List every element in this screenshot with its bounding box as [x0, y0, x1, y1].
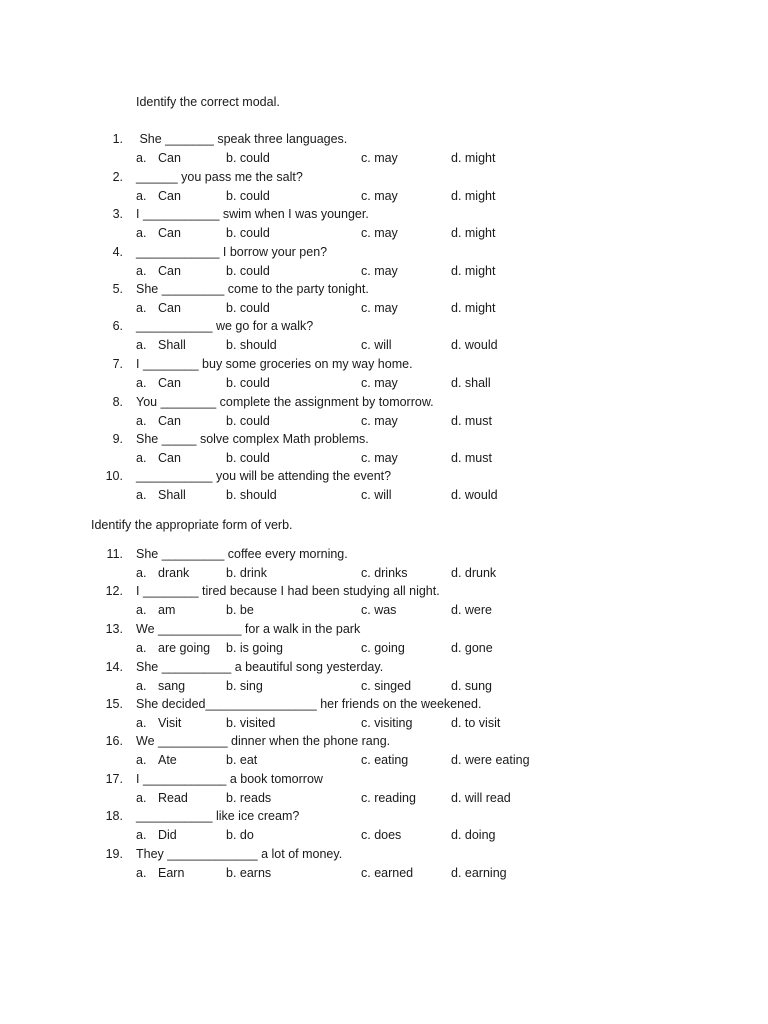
option-letter-a: a.: [136, 488, 147, 502]
option-b: b. sing: [226, 679, 263, 693]
option-a: Read: [158, 791, 188, 805]
option-letter-a: a.: [136, 189, 147, 203]
question-number: 10.: [105, 469, 123, 483]
question-text: She _______ speak three languages.: [136, 132, 348, 146]
option-b: b. could: [226, 451, 270, 465]
question-number: 6.: [112, 319, 123, 333]
option-c: c. going: [361, 641, 405, 655]
option-letter-a: a.: [136, 716, 147, 730]
option-b: b. could: [226, 376, 270, 390]
option-a: Can: [158, 264, 181, 278]
question-text: I ____________ a book tomorrow: [136, 772, 323, 786]
option-c: c. earned: [361, 866, 414, 880]
option-letter-a: a.: [136, 151, 147, 165]
option-a: Can: [158, 376, 181, 390]
option-letter-a: a.: [136, 866, 147, 880]
section-1-title: Identify the correct modal.: [136, 95, 280, 109]
option-letter-a: a.: [136, 376, 147, 390]
option-a: am: [158, 603, 176, 617]
question-number: 16.: [105, 734, 123, 748]
option-b: b. could: [226, 226, 270, 240]
option-b: b. is going: [226, 641, 283, 655]
question-text: I ________ tired because I had been studying all night.: [136, 584, 440, 598]
option-c: c. singed: [361, 679, 412, 693]
option-b: b. do: [226, 828, 254, 842]
question-number: 17.: [105, 772, 123, 786]
option-letter-a: a.: [136, 566, 147, 580]
option-c: c. may: [361, 376, 398, 390]
option-d: d. might: [451, 301, 496, 315]
question-number: 11.: [106, 547, 123, 561]
option-a: Shall: [158, 488, 186, 502]
option-b: b. could: [226, 301, 270, 315]
option-c: c. reading: [361, 791, 416, 805]
option-a: Can: [158, 414, 181, 428]
option-d: d. to visit: [451, 716, 501, 730]
option-c: c. may: [361, 301, 398, 315]
option-letter-a: a.: [136, 226, 147, 240]
option-d: d. earning: [451, 866, 507, 880]
question-text: I ________ buy some groceries on my way home.: [136, 357, 413, 371]
option-a: Earn: [158, 866, 185, 880]
option-letter-a: a.: [136, 451, 147, 465]
option-c: c. may: [361, 189, 398, 203]
option-b: b. reads: [226, 791, 272, 805]
option-b: b. drink: [226, 566, 267, 580]
option-d: d. would: [451, 338, 498, 352]
question-text: I ___________ swim when I was younger.: [136, 207, 369, 221]
option-letter-a: a.: [136, 301, 147, 315]
question-text: ______ you pass me the salt?: [136, 170, 303, 184]
option-d: d. might: [451, 264, 496, 278]
option-d: d. were eating: [451, 753, 530, 767]
option-a: Can: [158, 301, 181, 315]
option-b: b. be: [226, 603, 254, 617]
question-text: She __________ a beautiful song yesterday.: [136, 660, 384, 674]
option-a: Can: [158, 151, 181, 165]
question-number: 12.: [105, 584, 123, 598]
option-d: d. sung: [451, 679, 493, 693]
question-text: She _________ come to the party tonight.: [136, 282, 369, 296]
option-letter-a: a.: [136, 338, 147, 352]
option-letter-a: a.: [136, 828, 147, 842]
option-b: b. should: [226, 488, 277, 502]
option-a: drank: [158, 566, 190, 580]
option-c: c. was: [361, 603, 397, 617]
option-letter-a: a.: [136, 603, 147, 617]
option-c: c. may: [361, 151, 398, 165]
option-c: c. may: [361, 264, 398, 278]
option-a: are going: [158, 641, 211, 655]
question-number: 3.: [112, 207, 123, 221]
question-number: 18.: [105, 809, 123, 823]
section-2-title: Identify the appropriate form of verb.: [91, 518, 293, 532]
option-d: d. must: [451, 451, 492, 465]
option-b: b. could: [226, 189, 270, 203]
question-text: ____________ I borrow your pen?: [136, 245, 328, 259]
option-a: sang: [158, 679, 186, 693]
question-number: 14.: [105, 660, 123, 674]
option-d: d. gone: [451, 641, 493, 655]
question-number: 1.: [112, 132, 123, 146]
option-d: d. might: [451, 226, 496, 240]
option-d: d. might: [451, 189, 496, 203]
question-text: You ________ complete the assignment by tomorrow.: [136, 395, 434, 409]
option-letter-a: a.: [136, 679, 147, 693]
question-text: She decided________________ her friends on the weekened.: [136, 697, 482, 711]
option-c: c. will: [361, 488, 392, 502]
question-number: 15.: [105, 697, 123, 711]
option-d: d. must: [451, 414, 492, 428]
option-a: Shall: [158, 338, 186, 352]
option-a: Can: [158, 189, 181, 203]
option-c: c. may: [361, 226, 398, 240]
option-a: Visit: [158, 716, 182, 730]
option-c: c. drinks: [361, 566, 408, 580]
option-a: Can: [158, 226, 181, 240]
option-d: d. will read: [451, 791, 511, 805]
option-d: d. doing: [451, 828, 496, 842]
option-b: b. visited: [226, 716, 276, 730]
option-d: d. would: [451, 488, 498, 502]
option-c: c. may: [361, 451, 398, 465]
option-letter-a: a.: [136, 791, 147, 805]
option-d: d. shall: [451, 376, 491, 390]
question-text: They _____________ a lot of money.: [136, 847, 343, 861]
option-b: b. earns: [226, 866, 272, 880]
question-text: ___________ you will be attending the event?: [136, 469, 392, 483]
question-text: ___________ we go for a walk?: [136, 319, 314, 333]
option-letter-a: a.: [136, 414, 147, 428]
question-number: 4.: [112, 245, 123, 259]
option-c: c. does: [361, 828, 402, 842]
option-b: b. should: [226, 338, 277, 352]
option-d: d. were: [451, 603, 492, 617]
question-number: 19.: [105, 847, 123, 861]
option-d: d. drunk: [451, 566, 497, 580]
question-text: She _________ coffee every morning.: [136, 547, 348, 561]
option-b: b. could: [226, 264, 270, 278]
question-text: We __________ dinner when the phone rang.: [136, 734, 391, 748]
option-letter-a: a.: [136, 264, 147, 278]
question-text: She _____ solve complex Math problems.: [136, 432, 369, 446]
option-c: c. will: [361, 338, 392, 352]
option-c: c. eating: [361, 753, 409, 767]
option-b: b. eat: [226, 753, 258, 767]
question-number: 9.: [112, 432, 123, 446]
option-letter-a: a.: [136, 641, 147, 655]
question-number: 2.: [112, 170, 123, 184]
question-number: 8.: [112, 395, 123, 409]
question-text: We ____________ for a walk in the park: [136, 622, 361, 636]
option-b: b. could: [226, 151, 270, 165]
option-a: Ate: [158, 753, 177, 767]
option-a: Can: [158, 451, 181, 465]
option-b: b. could: [226, 414, 270, 428]
option-c: c. may: [361, 414, 398, 428]
question-number: 5.: [112, 282, 123, 296]
question-number: 7.: [112, 357, 123, 371]
option-d: d. might: [451, 151, 496, 165]
question-text: ___________ like ice cream?: [136, 809, 300, 823]
option-c: c. visiting: [361, 716, 413, 730]
option-a: Did: [158, 828, 177, 842]
question-number: 13.: [105, 622, 123, 636]
option-letter-a: a.: [136, 753, 147, 767]
